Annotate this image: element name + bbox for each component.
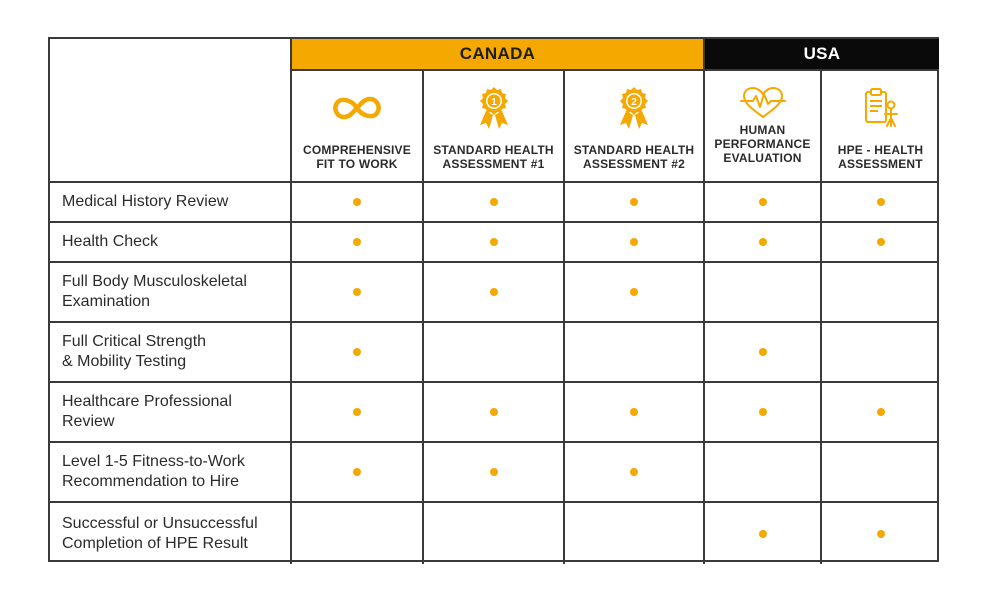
included-dot-icon — [759, 238, 767, 246]
product-header-standard-2 — [565, 71, 705, 183]
heart-pulse-icon — [740, 86, 786, 120]
product-header-standard-1 — [424, 71, 565, 183]
product-name: STANDARD HEALTH ASSESSMENT #2 — [573, 143, 695, 171]
product-header-comprehensive — [292, 71, 424, 183]
feature-cell — [565, 183, 705, 223]
feature-cell — [822, 323, 939, 383]
product-name: STANDARD HEALTH ASSESSMENT #1 — [433, 143, 554, 171]
feature-cell — [292, 323, 424, 383]
included-dot-icon — [490, 408, 498, 416]
feature-cell — [424, 183, 565, 223]
product-header-hpe-health — [822, 71, 939, 183]
feature-cell — [424, 383, 565, 443]
feature-cell — [424, 503, 565, 564]
included-dot-icon — [353, 198, 361, 206]
feature-cell — [565, 443, 705, 503]
corner-cell — [50, 39, 292, 183]
feature-cell — [424, 263, 565, 323]
feature-cell — [424, 223, 565, 263]
badge-number: 2 — [631, 97, 637, 108]
included-dot-icon — [490, 468, 498, 476]
product-name: HUMAN PERFORMANCE EVALUATION — [714, 123, 811, 165]
feature-label: Full Body Musculoskeletal Examination — [50, 263, 292, 323]
feature-cell — [705, 443, 822, 503]
feature-cell — [292, 183, 424, 223]
included-dot-icon — [630, 468, 638, 476]
feature-cell — [292, 443, 424, 503]
feature-cell — [565, 263, 705, 323]
included-dot-icon — [759, 530, 767, 538]
included-dot-icon — [630, 288, 638, 296]
feature-cell — [424, 443, 565, 503]
feature-cell — [565, 503, 705, 564]
feature-cell — [705, 383, 822, 443]
included-dot-icon — [353, 408, 361, 416]
infinity-icon — [331, 93, 383, 123]
feature-cell — [822, 263, 939, 323]
feature-label: Successful or Unsuccessful Completion of HPE Result — [50, 503, 292, 564]
comparison-table — [48, 37, 939, 562]
badge-number: 1 — [490, 97, 497, 108]
region-header-usa: USA — [705, 39, 939, 71]
product-header-hpe — [705, 71, 822, 183]
feature-cell — [822, 443, 939, 503]
feature-label: Level 1-5 Fitness-to-Work Recommendation to Hire — [50, 443, 292, 503]
product-name: COMPREHENSIVE FIT TO WORK — [303, 143, 411, 171]
feature-cell — [292, 503, 424, 564]
included-dot-icon — [877, 408, 885, 416]
feature-cell — [565, 323, 705, 383]
feature-label: Medical History Review — [50, 183, 292, 223]
product-name: HPE - HEALTH ASSESSMENT — [837, 143, 924, 171]
feature-cell — [292, 383, 424, 443]
feature-cell — [822, 503, 939, 564]
included-dot-icon — [877, 198, 885, 206]
feature-cell — [292, 223, 424, 263]
included-dot-icon — [490, 288, 498, 296]
included-dot-icon — [877, 530, 885, 538]
included-dot-icon — [630, 238, 638, 246]
feature-cell — [705, 223, 822, 263]
included-dot-icon — [630, 408, 638, 416]
feature-cell — [565, 383, 705, 443]
feature-cell — [565, 223, 705, 263]
feature-label: Healthcare Professional Review — [50, 383, 292, 443]
included-dot-icon — [353, 348, 361, 356]
included-dot-icon — [490, 238, 498, 246]
feature-cell — [822, 223, 939, 263]
included-dot-icon — [759, 198, 767, 206]
included-dot-icon — [353, 288, 361, 296]
included-dot-icon — [759, 408, 767, 416]
feature-cell — [705, 183, 822, 223]
included-dot-icon — [759, 348, 767, 356]
feature-label: Full Critical Strength & Mobility Testing — [50, 323, 292, 383]
included-dot-icon — [630, 198, 638, 206]
included-dot-icon — [353, 238, 361, 246]
feature-cell — [705, 263, 822, 323]
award-ribbon-1-icon — [474, 85, 514, 131]
feature-label: Health Check — [50, 223, 292, 263]
feature-cell — [705, 503, 822, 564]
clipboard-person-icon — [863, 87, 899, 129]
included-dot-icon — [877, 238, 885, 246]
feature-cell — [705, 323, 822, 383]
included-dot-icon — [490, 198, 498, 206]
award-ribbon-2-icon — [614, 85, 654, 131]
feature-cell — [822, 383, 939, 443]
feature-cell — [822, 183, 939, 223]
region-header-canada: CANADA — [292, 39, 705, 71]
included-dot-icon — [353, 468, 361, 476]
feature-cell — [292, 263, 424, 323]
feature-cell — [424, 323, 565, 383]
